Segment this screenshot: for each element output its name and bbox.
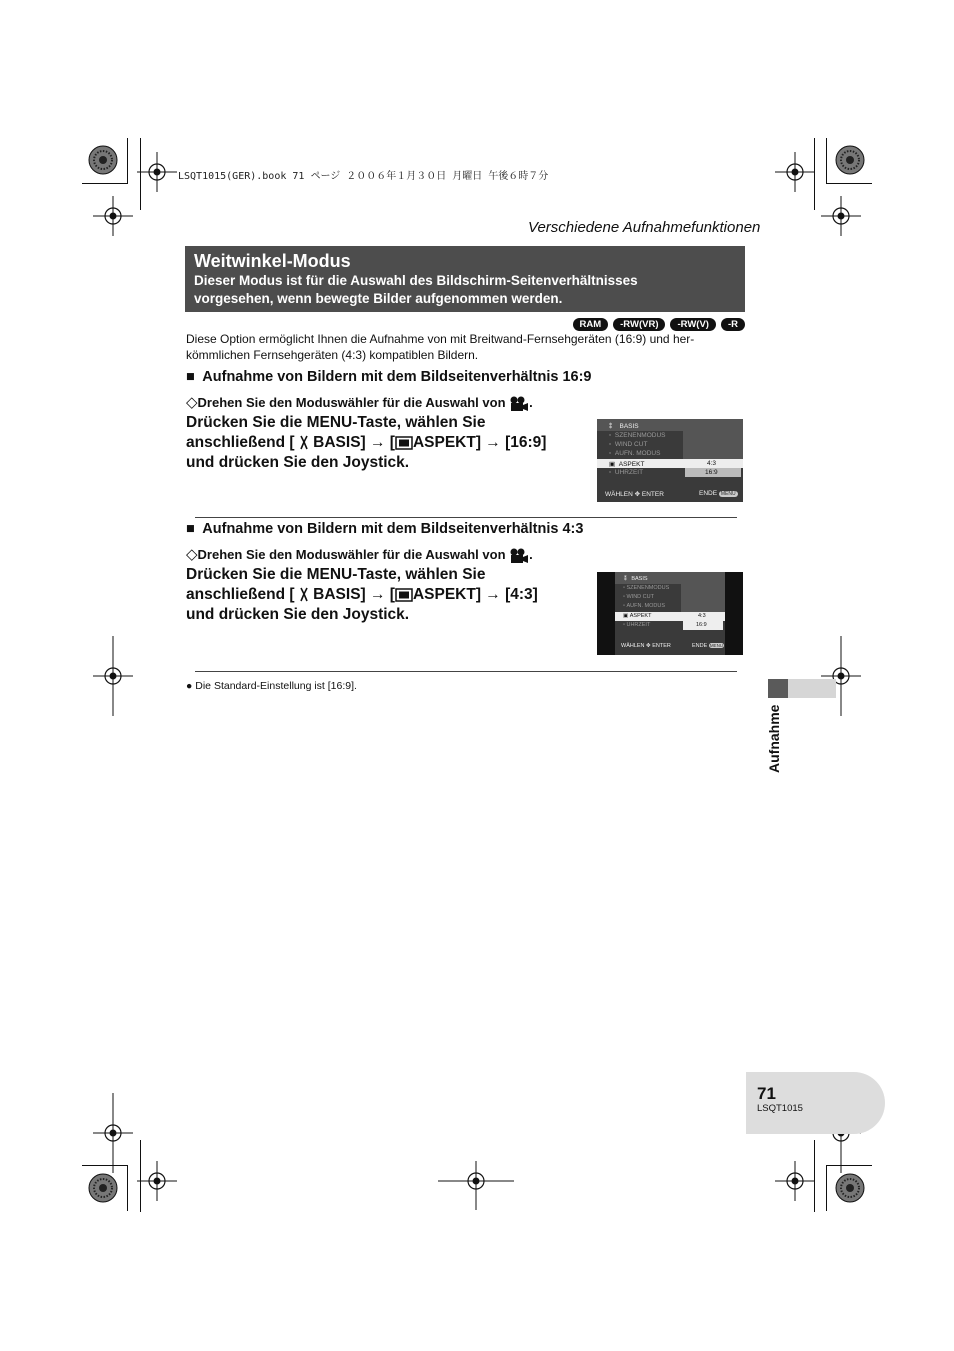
- section1-instruction: Drücken Sie die MENU-Taste, wählen Sie anschließend [ BASIS] → [ ASPEKT] → [16:9] und drücken Sie den Joystick.: [186, 414, 547, 471]
- screen-16-9: ⁑ BASIS ▫ SZENENMODUS ▫ WIND CUT ▫ AUFN. MODUS ▣ ASPEKT 4:3 ▫ UHRZEIT 16:9 WÄHLEN ✥ ENTER ENDE MENU: [597, 419, 743, 502]
- badge-r: -R: [721, 318, 745, 331]
- square-bullet-icon: ■: [186, 521, 195, 537]
- print-info: LSQT1015(GER).book 71 ページ ２００６年１月３０日 月曜日 午後６時７分: [178, 171, 549, 182]
- section-title: Verschiedene Aufnahmefunktionen: [528, 219, 761, 236]
- aspect-icon: [395, 588, 413, 602]
- intro-line1: Diese Option ermöglicht Ihnen die Aufnahme von mit Breitwand-Fernsehgeräten (16:9) und her-: [186, 332, 695, 346]
- default-note: ● Die Standard-Einstellung ist [16:9].: [186, 680, 357, 692]
- page-title: Weitwinkel-Modus: [194, 251, 351, 271]
- side-label: Aufnahme: [766, 704, 782, 773]
- movie-camera-icon: [509, 396, 529, 412]
- divider-2: [195, 671, 737, 672]
- section2-instruction: Drücken Sie die MENU-Taste, wählen Sie anschließend [ BASIS] → [ ASPEKT] → [4:3] und drücken Sie den Joystick.: [186, 566, 538, 623]
- side-tab: [768, 679, 836, 698]
- intro-text: [186, 331, 741, 363]
- diamond-icon: ◇: [186, 394, 198, 411]
- section2-heading: ■ Aufnahme von Bildern mit dem Bildseitenverhältnis 4:3: [186, 521, 584, 537]
- screen-menu-title: ⁑ BASIS: [609, 423, 639, 430]
- screen-item-windcut: WIND CUT: [614, 441, 648, 448]
- title-sub-line2: vorgesehen, wenn bewegte Bilder aufgenommen werden.: [194, 291, 563, 306]
- screen-item-aspekt: ASPEKT: [618, 461, 645, 468]
- page-number: 71: [757, 1084, 776, 1103]
- divider-1: [195, 517, 737, 518]
- disc-badges: [573, 318, 746, 331]
- title-sub-line1: Dieser Modus ist für die Auswahl des Bildschirm-Seitenverhältnisses: [194, 273, 638, 288]
- basis-menu-icon: [299, 435, 309, 450]
- screen-item-uhrzeit: UHRZEIT: [614, 469, 644, 476]
- aspect-icon: [395, 436, 413, 450]
- screen-option-4-3: 4:3: [707, 460, 717, 467]
- intro-line2: kömmlichen Fernsehgeräten (4:3) kompatiblen Bildern.: [186, 348, 479, 362]
- badge-rw-vr: -RW(VR): [613, 318, 665, 331]
- screen-option-16-9: 16:9: [705, 469, 718, 476]
- section1-heading: ■ Aufnahme von Bildern mit dem Bildseitenverhältnis 16:9: [186, 369, 592, 385]
- section2-step: ◇Drehen Sie den Moduswähler für die Auswahl von .: [186, 546, 533, 563]
- movie-camera-icon: [509, 548, 529, 564]
- badge-ram: RAM: [573, 318, 609, 331]
- bullet-icon: ●: [186, 680, 193, 692]
- screen-4-3: ⁑ BASIS ▫ SZENENMODUS ▫ WIND CUT ▫ AUFN. MODUS ▣ ASPEKT 4:3 ▫ UHRZEIT 16:9 WÄHLEN ✥ ENTER ENDE MENU: [597, 572, 743, 655]
- screen-item-szene: SZENENMODUS: [614, 432, 666, 439]
- screen-item-aufn: AUFN. MODUS: [614, 450, 661, 457]
- diamond-icon: ◇: [186, 546, 198, 563]
- square-bullet-icon: ■: [186, 369, 195, 385]
- basis-menu-icon: [299, 587, 309, 602]
- badge-rw-v: -RW(V): [670, 318, 715, 331]
- section1-step: ◇Drehen Sie den Moduswähler für die Auswahl von .: [186, 394, 533, 411]
- page-code: LSQT1015: [757, 1103, 803, 1114]
- title-box: [185, 246, 745, 312]
